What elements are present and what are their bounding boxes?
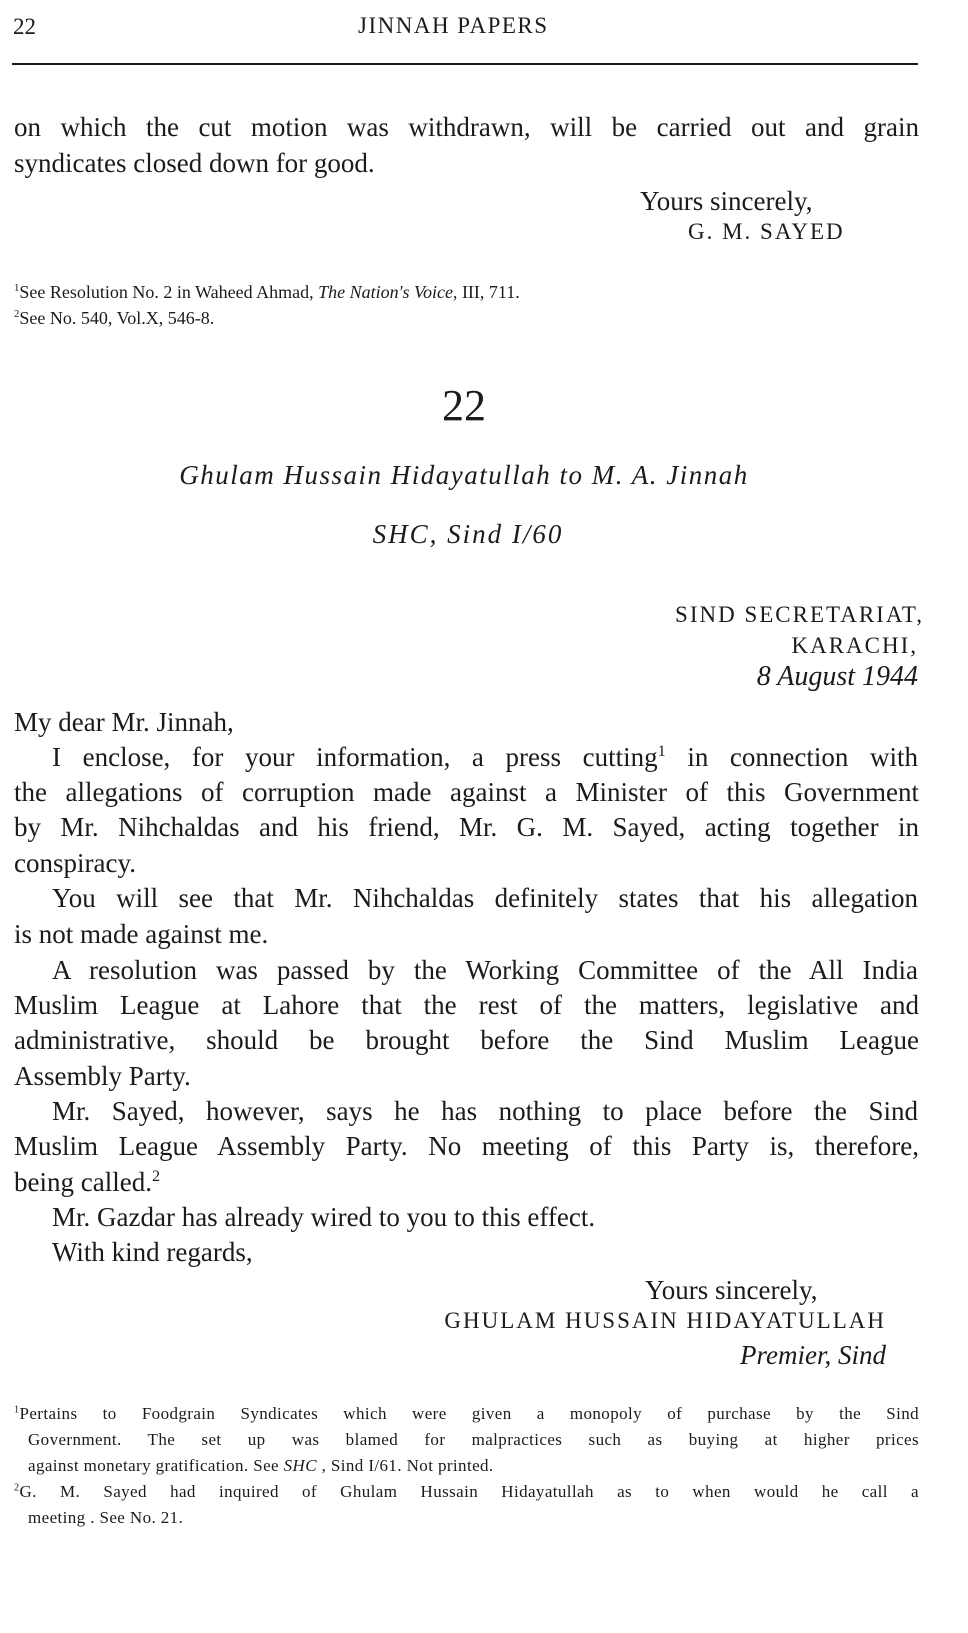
header-rule: [12, 63, 918, 65]
footnote-text: , Sind I/61. Not printed.: [316, 1456, 494, 1475]
document-source: SHC, Sind I/60: [372, 519, 564, 549]
footnote-1-line: [14, 1403, 919, 1425]
footnote-marker: 2: [14, 308, 20, 320]
previous-letter-footnote-2: [14, 307, 214, 329]
footnote-text: See Resolution No. 2 in Waheed Ahmad,: [19, 282, 319, 302]
salutation: My dear Mr. Jinnah,: [14, 707, 234, 737]
letter-date: 8 August 1944: [756, 661, 918, 692]
letter-paragraph-line: Muslim League at Lahore that the rest of the matters, legislative and: [14, 990, 919, 1020]
running-title: JINNAH PAPERS: [358, 13, 549, 38]
letter-paragraph-line: the allegations of corruption made against a Minister of this Government: [14, 777, 919, 807]
previous-letter-line: syndicates closed down for good.: [14, 148, 375, 178]
letter-paragraph-line: A resolution was passed by the Working Committee of the All India: [52, 955, 918, 985]
document-number: 22: [442, 381, 486, 430]
letter-paragraph-line: is not made against me.: [14, 919, 269, 949]
footnote-1-line: [28, 1455, 494, 1477]
footnote-marker: 1: [14, 1404, 20, 1416]
letter-paragraph-line: Muslim League Assembly Party. No meeting of this Party is, therefore,: [14, 1131, 919, 1161]
letter-paragraph-line: administrative, should be brought before the Sind Muslim League: [14, 1025, 919, 1055]
footnote-text: See No. 540, Vol.X, 546-8.: [19, 308, 215, 328]
text-run: in connection with: [665, 742, 918, 772]
letter-paragraph-line: by Mr. Nihchaldas and his friend, Mr. G. M. Sayed, acting together in: [14, 812, 919, 842]
footnote-italic-title: The Nation's Voice,: [318, 282, 458, 302]
text-run: being called.: [14, 1167, 152, 1197]
footnote-reference: 1: [657, 742, 666, 760]
address-line: SIND SECRETARIAT,: [675, 602, 924, 627]
previous-letter-closing: Yours sincerely,: [640, 186, 813, 216]
footnote-1-line: Government. The set up was blamed for malpractices such as buying at higher prices: [28, 1430, 919, 1449]
previous-letter-signature: G. M. SAYED: [688, 219, 845, 244]
letter-paragraph-line: Mr. Sayed, however, says he has nothing to place before the Sind: [52, 1096, 918, 1126]
letter-paragraph-line: conspiracy.: [14, 848, 136, 878]
footnote-marker: 2: [14, 1482, 20, 1494]
signatory-designation: Premier, Sind: [740, 1340, 886, 1370]
footnote-text: Pertains to Foodgrain Syndicates which were given a monopoly of purchase by the Sind: [19, 1404, 919, 1423]
footnote-2-line: meeting . See No. 21.: [28, 1508, 184, 1527]
footnote-text: against monetary gratification. See: [28, 1456, 284, 1475]
letter-paragraph-line: [14, 1164, 160, 1200]
footnote-2-line: [14, 1481, 919, 1503]
page-number: 22: [13, 14, 36, 39]
footnote-italic: SHC: [283, 1456, 317, 1475]
text-run: I enclose, for your information, a press cutting: [52, 742, 658, 772]
previous-letter-footnote-1: [14, 281, 520, 303]
footnote-text: G. M. Sayed had inquired of Ghulam Hussain Hidayatullah as to when would he call a: [19, 1482, 919, 1501]
letter-regards: With kind regards,: [52, 1237, 253, 1267]
letter-closing: Yours sincerely,: [645, 1275, 818, 1305]
letter-paragraph-line: Mr. Gazdar has already wired to you to this effect.: [52, 1202, 596, 1232]
document-heading: Ghulam Hussain Hidayatullah to M. A. Jinnah: [179, 460, 749, 490]
address-line: KARACHI,: [791, 633, 918, 658]
footnote-text: III, 711.: [457, 282, 520, 302]
previous-letter-line: on which the cut motion was withdrawn, will be carried out and grain: [14, 112, 919, 142]
letter-paragraph-line: [52, 739, 918, 775]
footnote-marker: 1: [14, 282, 20, 294]
footnote-reference: 2: [151, 1167, 161, 1185]
signatory-name: GHULAM HUSSAIN HIDAYATULLAH: [444, 1308, 886, 1333]
letter-paragraph-line: You will see that Mr. Nihchaldas definitely states that his allegation: [52, 883, 918, 913]
letter-paragraph-line: Assembly Party.: [14, 1061, 191, 1091]
